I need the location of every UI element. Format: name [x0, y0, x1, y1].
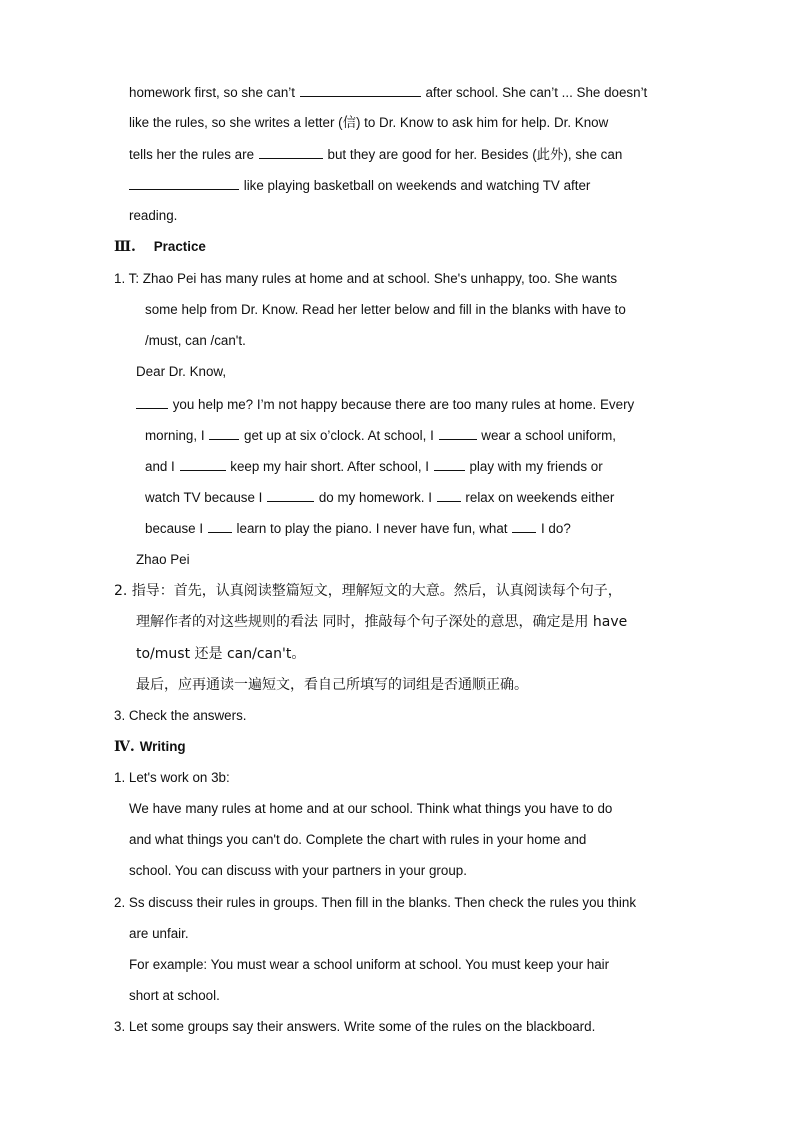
letter-line-1: [136, 395, 634, 414]
practice-item-2-line-3: [136, 645, 305, 663]
practice-text: 3. Check the answers.: [114, 708, 247, 723]
intro-line-3: [129, 145, 622, 164]
letter-greeting: [136, 363, 226, 381]
section-title: Practice: [153, 239, 206, 254]
intro-text: like the rules, so she writes a letter (信) to Dr. Know to ask him for help. Dr. Know: [129, 115, 609, 130]
letter-line-4: [145, 488, 614, 507]
practice-text: to/must 还是 can/can't。: [136, 646, 306, 662]
intro-line-5: [129, 207, 177, 225]
letter-text: you help me? I’m not happy because there are too many rules at home. Every: [172, 397, 635, 412]
letter-text: do my homework. I: [318, 490, 432, 505]
fill-blank[interactable]: [437, 488, 461, 502]
intro-text: after school. She can’t ... She doesn’t: [425, 85, 648, 100]
writing-item-2-line-1: [114, 894, 636, 912]
writing-item-1-line-1: [114, 769, 230, 787]
practice-item-2-line-2: [136, 613, 627, 631]
letter-text: because I: [145, 521, 204, 536]
practice-item-3: [114, 707, 246, 725]
section-numeral: Ⅳ.: [114, 739, 135, 755]
writing-text: 2. Ss discuss their rules in groups. Then fill in the blanks. Then check the rules you think: [114, 895, 637, 910]
intro-text: but they are good for her. Besides (此外), she can: [327, 147, 623, 162]
letter-text: and I: [145, 459, 175, 474]
letter-text: morning, I: [145, 428, 205, 443]
letter-text: I do?: [540, 521, 571, 536]
practice-text: 1. T: Zhao Pei has many rules at home and at school. She's unhappy, too. She wants: [114, 271, 618, 286]
letter-line-5: [145, 519, 571, 538]
practice-item-2-line-4: [136, 676, 528, 694]
intro-text: tells her the rules are: [129, 147, 255, 162]
fill-blank[interactable]: [129, 176, 239, 190]
fill-blank[interactable]: [439, 426, 477, 440]
letter-text: get up at six o’clock. At school, I: [244, 428, 434, 443]
writing-text: 3. Let some groups say their answers. Write some of the rules on the blackboard.: [114, 1019, 596, 1034]
letter-line-3: [145, 457, 603, 476]
section-heading-writing: [114, 738, 186, 756]
practice-text: 最后，应再通读一遍短文，看自己所填写的词组是否通顺正确。: [136, 677, 528, 693]
letter-text: watch TV because I: [145, 490, 263, 505]
practice-item-2-line-1: [114, 582, 622, 600]
letter-text: wear a school uniform,: [481, 428, 616, 443]
fill-blank[interactable]: [512, 519, 536, 533]
letter-text: play with my friends or: [469, 459, 603, 474]
writing-text: 1. Let's work on 3b:: [114, 770, 230, 785]
writing-item-1-line-3: [129, 831, 586, 849]
letter-line-2: [145, 426, 616, 445]
practice-item-1-line-2: [145, 301, 626, 319]
fill-blank[interactable]: [208, 519, 232, 533]
letter-text: learn to play the piano. I never have fun, what: [236, 521, 508, 536]
writing-text: school. You can discuss with your partners in your group.: [129, 863, 467, 878]
fill-blank[interactable]: [180, 457, 226, 471]
fill-blank[interactable]: [300, 83, 421, 97]
writing-item-2-line-4: [129, 987, 220, 1005]
intro-text: like playing basketball on weekends and watching TV after: [243, 178, 591, 193]
intro-line-1: [129, 83, 647, 102]
practice-text: 2. 指导：首先，认真阅读整篇短文，理解短文的大意。然后，认真阅读每个句子，: [114, 583, 622, 599]
letter-text: Zhao Pei: [136, 552, 190, 567]
letter-text: relax on weekends either: [465, 490, 615, 505]
letter-text: keep my hair short. After school, I: [230, 459, 429, 474]
intro-text: reading.: [129, 208, 178, 223]
section-heading-practice: [114, 238, 206, 256]
fill-blank[interactable]: [136, 395, 168, 409]
writing-text: short at school.: [129, 988, 220, 1003]
intro-line-2: [129, 114, 608, 132]
practice-text: /must, can /can't.: [145, 333, 246, 348]
intro-line-4: [129, 176, 590, 195]
letter-signature: [136, 551, 190, 569]
practice-item-1-line-1: [114, 270, 617, 288]
fill-blank[interactable]: [267, 488, 314, 502]
letter-text: Dear Dr. Know,: [136, 364, 227, 379]
practice-item-1-line-3: [145, 332, 246, 350]
fill-blank[interactable]: [209, 426, 239, 440]
writing-text: are unfair.: [129, 926, 189, 941]
writing-item-1-line-2: [129, 800, 612, 818]
writing-item-2-line-2: [129, 925, 189, 943]
section-numeral: Ⅲ.: [114, 239, 136, 255]
practice-text: some help from Dr. Know. Read her letter below and fill in the blanks with have to: [145, 302, 626, 317]
intro-text: homework first, so she can’t: [129, 85, 295, 100]
writing-item-2-line-3: [129, 956, 609, 974]
writing-item-1-line-4: [129, 862, 467, 880]
section-title: Writing: [139, 739, 186, 754]
practice-text: 理解作者的对这些规则的看法 同时，推敲每个句子深处的意思，确定是用 have: [136, 614, 628, 630]
writing-text: For example: You must wear a school uniform at school. You must keep your hair: [129, 957, 610, 972]
fill-blank[interactable]: [259, 145, 323, 159]
writing-text: We have many rules at home and at our school. Think what things you have to do: [129, 801, 613, 816]
fill-blank[interactable]: [434, 457, 465, 471]
writing-text: and what things you can't do. Complete the chart with rules in your home and: [129, 832, 587, 847]
writing-item-3: [114, 1018, 595, 1036]
